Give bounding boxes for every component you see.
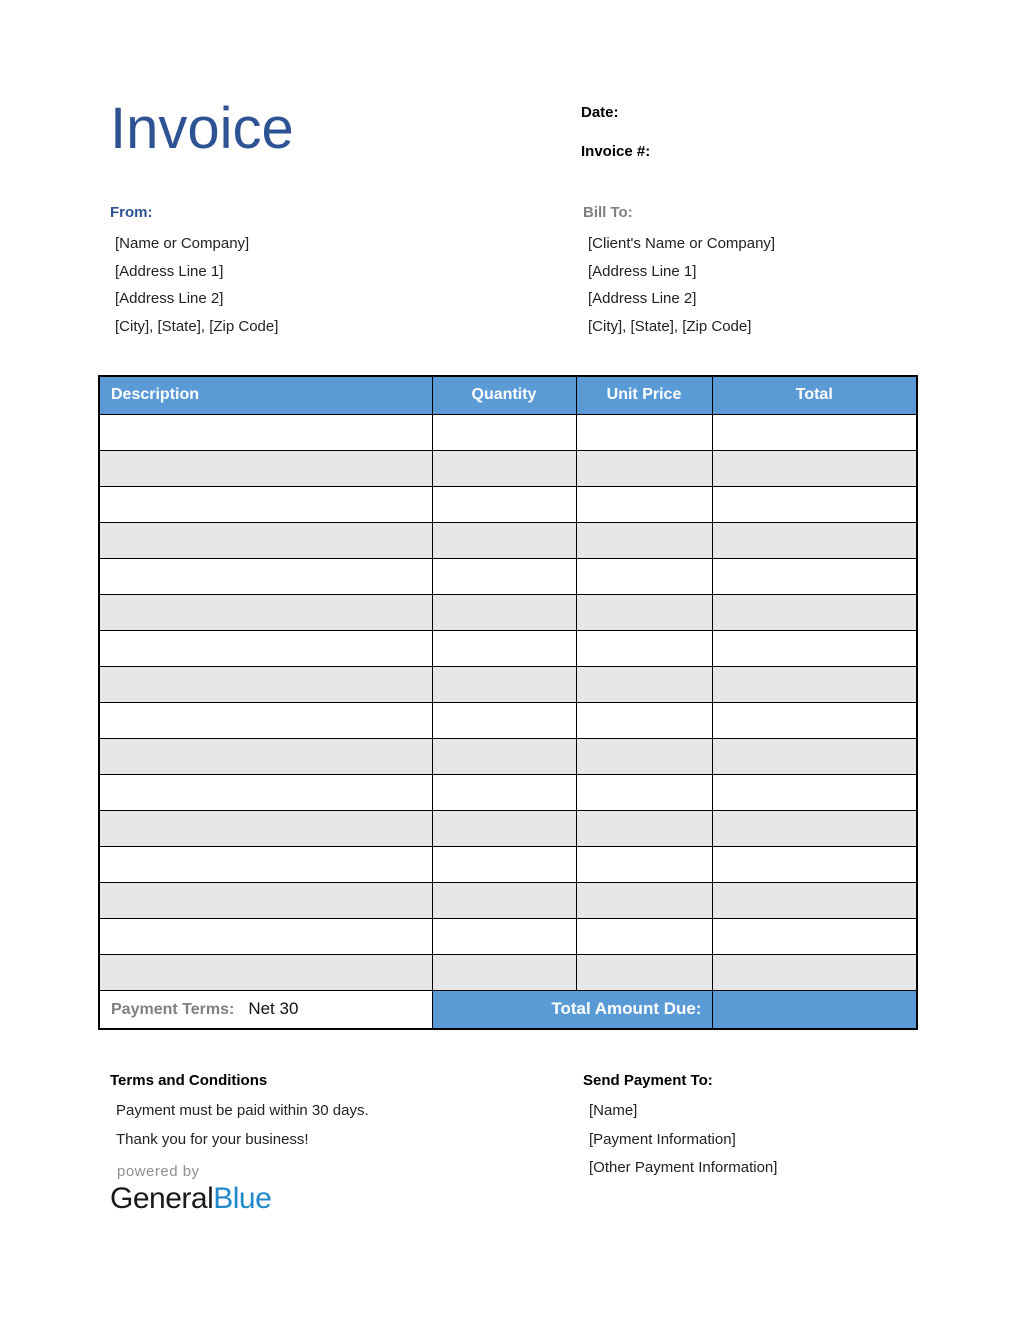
bill-to-address-2: [Address Line 2] (588, 290, 697, 307)
from-label: From: (110, 204, 153, 221)
send-payment-section (583, 1072, 1020, 1183)
send-payment-other-info: [Other Payment Information] (589, 1159, 778, 1176)
invoice-table-body (99, 414, 917, 990)
bill-to-address-1: [Address Line 1] (588, 262, 697, 280)
column-header-quantity: Quantity (432, 376, 576, 414)
bill-to-name: [Client's Name or Company] (588, 235, 776, 252)
table-cell (576, 882, 712, 918)
table-cell (99, 810, 432, 846)
table-cell (576, 954, 712, 990)
from-address-2: [Address Line 2] (115, 290, 224, 307)
table-cell (576, 414, 712, 450)
table-cell (432, 882, 576, 918)
bill-to-label: Bill To: (583, 204, 633, 221)
brand-wordmark (110, 1182, 271, 1216)
table-cell (99, 630, 432, 666)
table-cell (432, 594, 576, 630)
table-cell (432, 918, 576, 954)
table-cell (576, 774, 712, 810)
table-cell (99, 954, 432, 990)
table-footer-row (99, 990, 917, 1029)
table-row (99, 630, 917, 666)
table-cell (712, 558, 917, 594)
from-city-state-zip: [City], [State], [Zip Code] (115, 317, 279, 335)
column-header-total: Total (712, 376, 917, 414)
table-cell (432, 846, 576, 882)
table-cell (712, 486, 917, 522)
table-row (99, 882, 917, 918)
table-cell (99, 666, 432, 702)
table-cell (99, 738, 432, 774)
table-row (99, 954, 917, 990)
table-row (99, 702, 917, 738)
invoice-meta (581, 104, 650, 160)
table-row (99, 522, 917, 558)
table-cell (712, 666, 917, 702)
table-cell (576, 594, 712, 630)
table-cell (99, 414, 432, 450)
table-cell (432, 486, 576, 522)
table-row (99, 846, 917, 882)
total-amount-due-value (712, 990, 917, 1029)
table-cell (99, 486, 432, 522)
table-cell (712, 954, 917, 990)
bill-to-city-state-zip: [City], [State], [Zip Code] (588, 317, 752, 335)
table-cell (712, 738, 917, 774)
table-cell (712, 414, 917, 450)
table-row (99, 450, 917, 486)
brand-blue: Blue (213, 1182, 272, 1215)
from-name: [Name or Company] (115, 235, 250, 252)
total-amount-due-label: Total Amount Due: (432, 990, 712, 1029)
table-cell (712, 450, 917, 486)
table-cell (576, 486, 712, 522)
terms-and-conditions-section (110, 1072, 550, 1154)
general-blue-logo (110, 1163, 271, 1216)
invoice-number-label: Invoice #: (581, 143, 651, 160)
terms-line: Thank you for your business! (116, 1130, 309, 1148)
table-cell (712, 918, 917, 954)
table-cell (712, 810, 917, 846)
table-cell (99, 846, 432, 882)
table-cell (576, 450, 712, 486)
terms-line: Payment must be paid within 30 days. (116, 1102, 369, 1119)
table-cell (432, 738, 576, 774)
table-cell (432, 702, 576, 738)
table-cell (99, 882, 432, 918)
table-row (99, 738, 917, 774)
payment-terms-label: Payment Terms: (111, 1001, 235, 1019)
table-cell (576, 738, 712, 774)
table-row (99, 666, 917, 702)
table-row (99, 810, 917, 846)
table-cell (712, 774, 917, 810)
table-cell (576, 558, 712, 594)
table-cell (576, 522, 712, 558)
table-cell (99, 774, 432, 810)
table-cell (576, 702, 712, 738)
send-payment-name: [Name] (589, 1102, 638, 1119)
table-row (99, 558, 917, 594)
send-payment-heading: Send Payment To: (583, 1072, 713, 1089)
table-cell (432, 558, 576, 594)
table-cell (712, 846, 917, 882)
table-cell (432, 522, 576, 558)
table-cell (99, 702, 432, 738)
table-cell (712, 594, 917, 630)
table-row (99, 774, 917, 810)
table-cell (99, 522, 432, 558)
table-cell (576, 918, 712, 954)
table-row (99, 414, 917, 450)
date-label: Date: (581, 104, 619, 121)
table-cell (712, 522, 917, 558)
table-row (99, 594, 917, 630)
table-cell (576, 666, 712, 702)
page-title: Invoice (110, 96, 294, 161)
table-cell (576, 846, 712, 882)
table-header-row (99, 376, 917, 414)
table-cell (432, 414, 576, 450)
table-cell (576, 630, 712, 666)
from-section (110, 204, 530, 340)
table-cell (99, 594, 432, 630)
column-header-description: Description (99, 376, 432, 414)
table-cell (99, 918, 432, 954)
table-cell (712, 630, 917, 666)
table-cell (432, 954, 576, 990)
send-payment-info: [Payment Information] (589, 1130, 736, 1148)
line-items-table (98, 375, 918, 1030)
table-cell (432, 774, 576, 810)
table-cell (712, 702, 917, 738)
brand-general: General (110, 1182, 214, 1215)
table-row (99, 918, 917, 954)
table-cell (432, 630, 576, 666)
payment-terms-value: Net 30 (248, 999, 299, 1019)
powered-by-text: powered by (117, 1163, 200, 1180)
table-cell (99, 450, 432, 486)
table-cell (432, 450, 576, 486)
table-row (99, 486, 917, 522)
table-cell (432, 666, 576, 702)
table-cell (576, 810, 712, 846)
terms-heading: Terms and Conditions (110, 1072, 268, 1089)
table-cell (432, 810, 576, 846)
from-address-1: [Address Line 1] (115, 262, 224, 280)
payment-terms-cell (99, 990, 432, 1029)
table-cell (99, 558, 432, 594)
column-header-unit-price: Unit Price (576, 376, 712, 414)
bill-to-section (583, 204, 1003, 340)
table-cell (712, 882, 917, 918)
